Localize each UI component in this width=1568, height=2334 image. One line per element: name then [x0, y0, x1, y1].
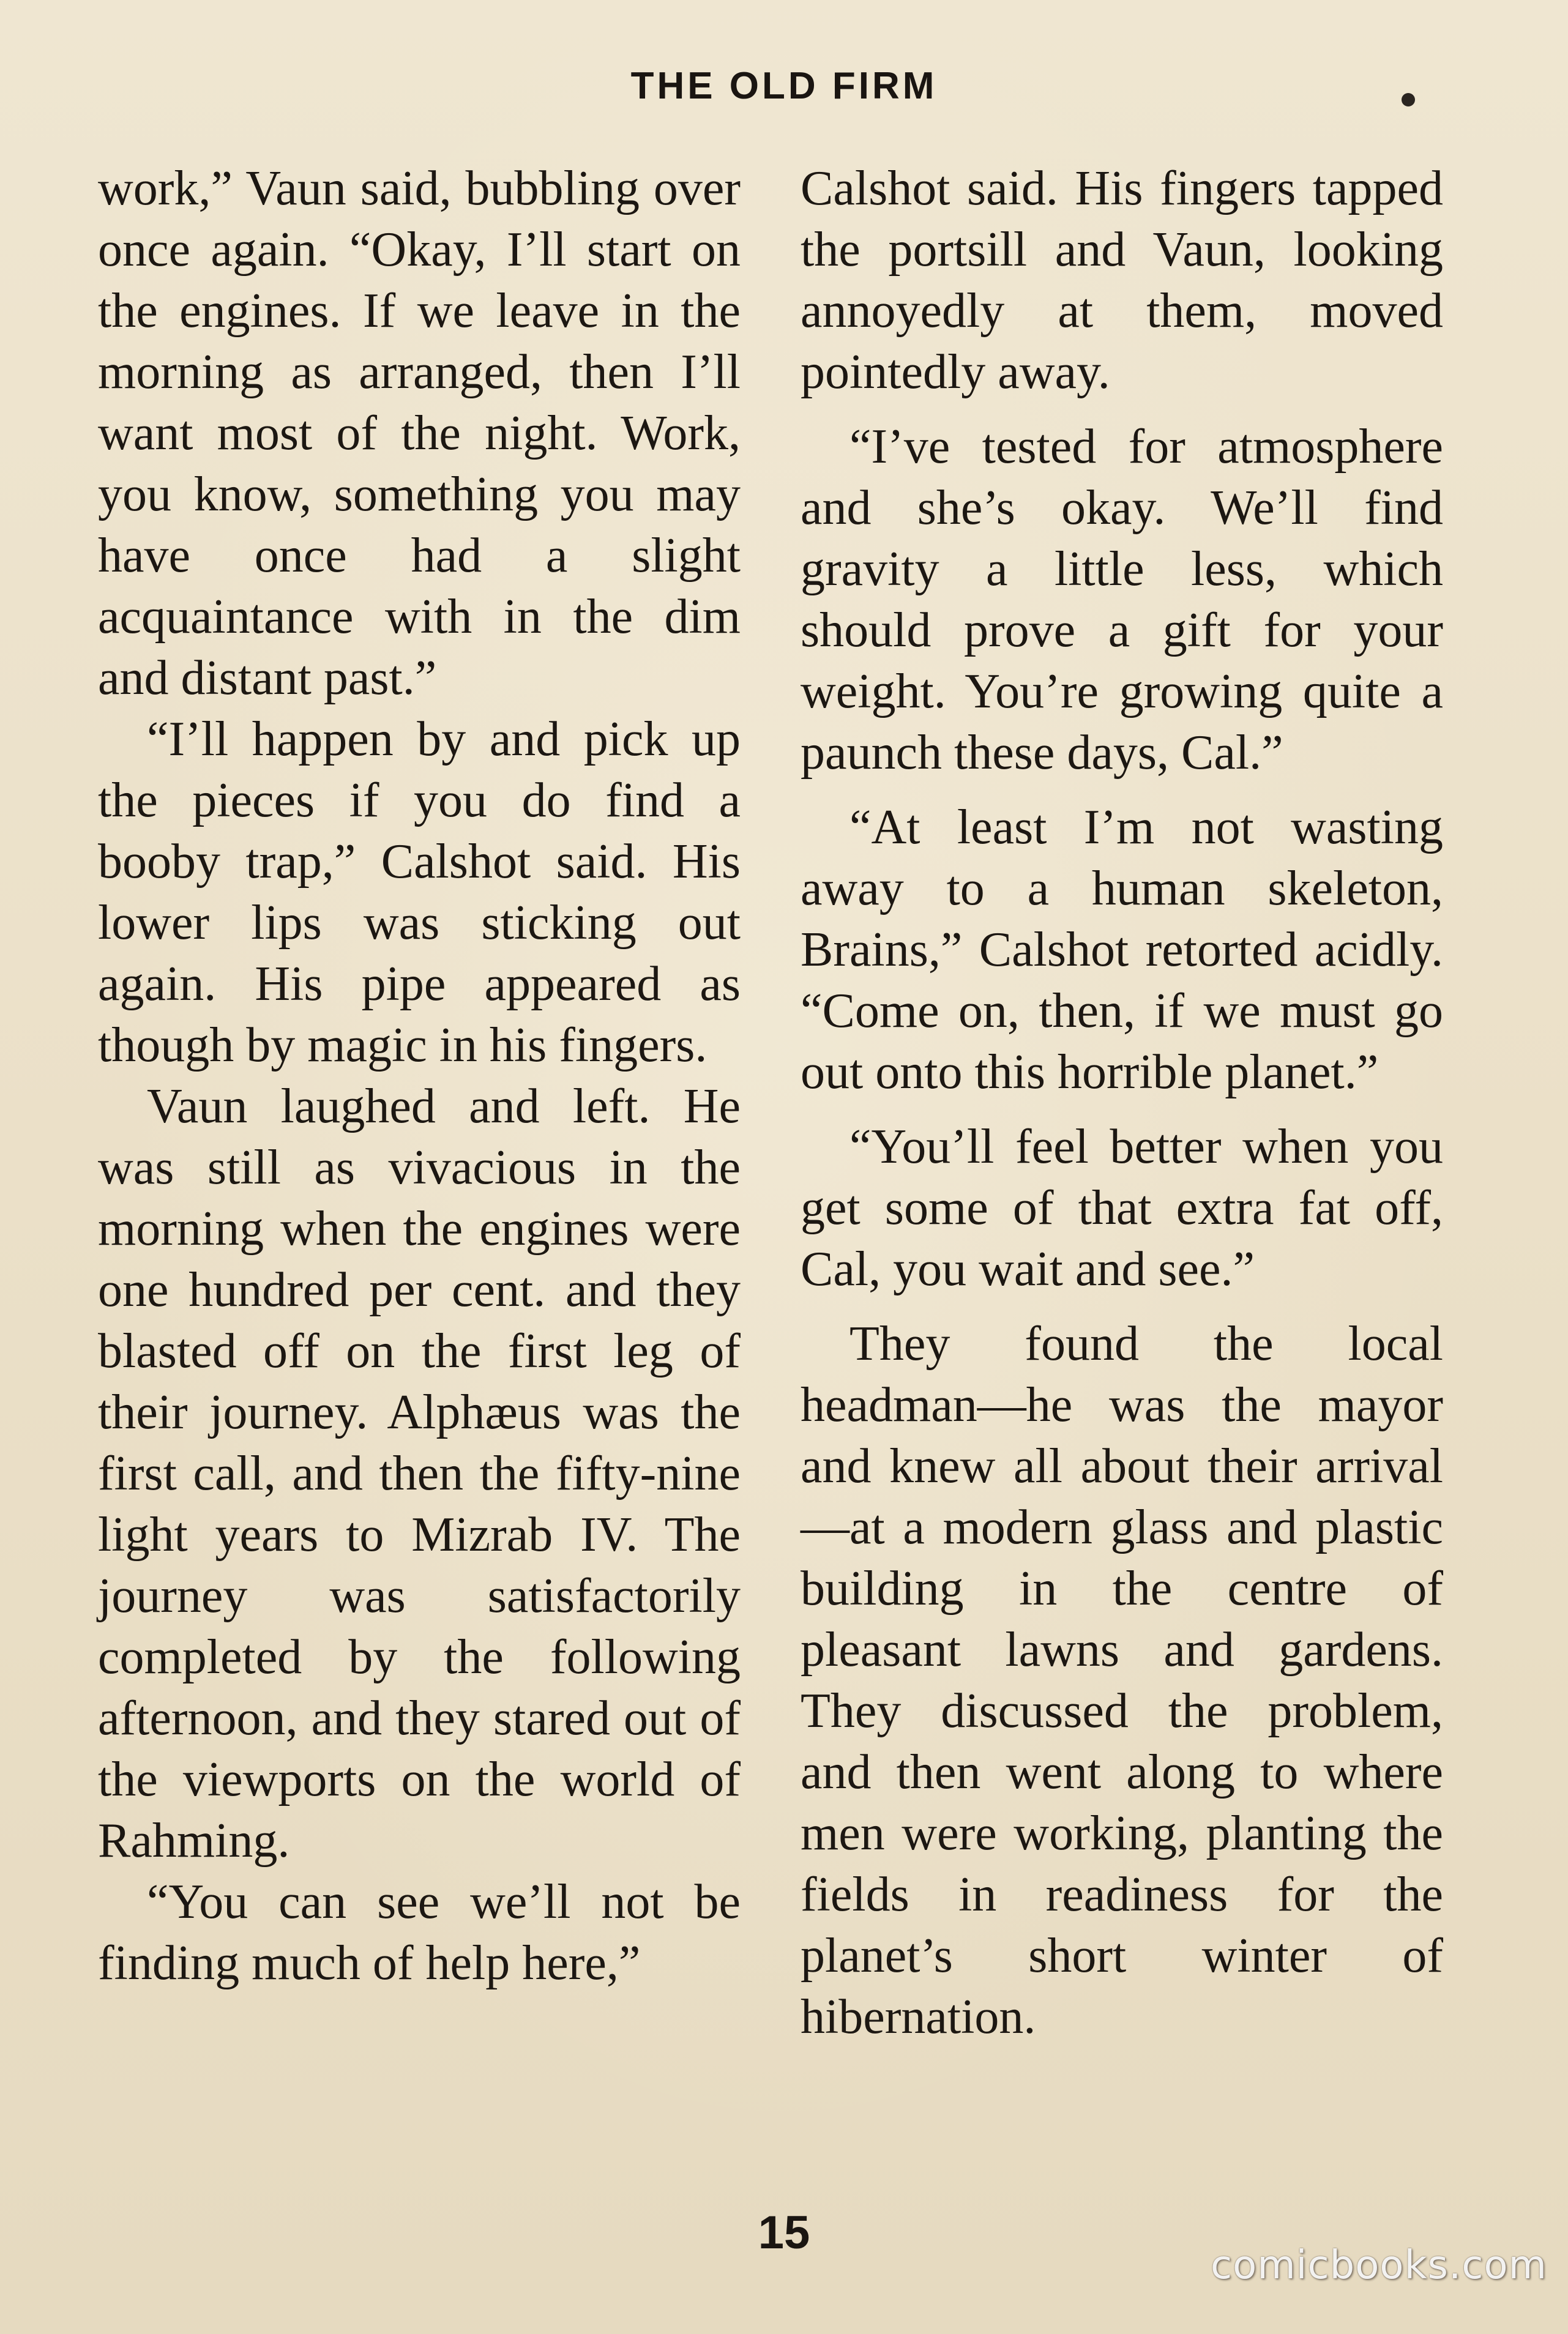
running-title: THE OLD FIRM [630, 65, 938, 107]
paragraph: Calshot said. His fingers tapped the portsill and Vaun, looking annoyedly at them, moved pointedly away. [801, 162, 1443, 399]
paragraph: “I’ve tested for atmosphere and she’s okay. We’ll find gravity a little less, which should prove a gift for your weight. You’re growing quite a paunch these days, Cal.” [801, 420, 1443, 780]
right-column [801, 158, 1443, 2048]
paragraph: They found the local headman—he was the mayor and knew all about their arrival—at a modern glass and plastic building in the centre of pleasant lawns and gardens. They discussed the problem, and then went along to where men were working, planting the fields in readiness for the planet’s short winter of hibernation. [801, 1317, 1443, 2044]
page-number: 15 [758, 2207, 810, 2259]
ink-dot [1402, 93, 1415, 106]
paragraph: “You’ll feel better when you get some of that extra fat off, Cal, you wait and see.” [801, 1120, 1443, 1296]
left-column [98, 158, 741, 1994]
paragraph: “At least I’m not wasting away to a human skeleton, Brains,” Calshot retorted acidly. “Come on, then, if we must go out onto this horrible planet.” [801, 800, 1443, 1099]
paragraph: Vaun laughed and left. He was still as vivacious in the morning when the engines were one hundred per cent. and they blasted off on the first leg of their journey. Alphæus was the first call, and then the fifty-nine light years to Mizrab IV. The journey was satisfactorily completed by the following afternoon, and they stared out of the viewports on the world of Rahming. [98, 1079, 741, 1868]
paragraph: “You can see we’ll not be finding much of help here,” [98, 1875, 741, 1990]
paragraph: “I’ll happen by and pick up the pieces if you do find a booby trap,” Calshot said. His lower lips was sticking out again. His pipe appeared as though by magic in his fingers. [98, 712, 741, 1072]
site-watermark: comicbooks.com [1210, 2243, 1547, 2288]
paragraph: work,” Vaun said, bubbling over once again. “Okay, I’ll start on the engines. If we leave in the morning as arranged, then I’ll want most of the night. Work, you know, something you may have once had a slight acquaintance with in the dim and distant past.” [98, 162, 741, 705]
